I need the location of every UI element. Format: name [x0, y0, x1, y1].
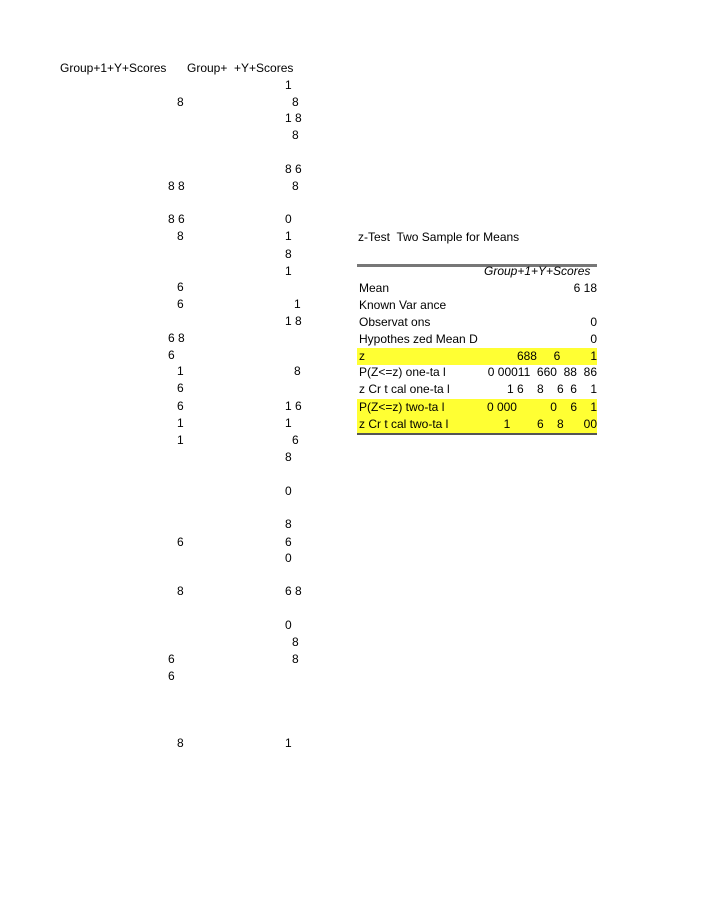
ztest-row-label: Mean [359, 281, 390, 295]
group2-cell: 1 8 [285, 314, 302, 328]
group2-cell: 1 [285, 264, 292, 278]
group1-cell: 6 [168, 652, 175, 666]
ztest-row-label: P(Z<=z) one-ta l [359, 365, 446, 379]
group2-cell: 8 [292, 95, 299, 109]
group2-cell: 1 [285, 416, 292, 430]
ztest-bottom-rule [357, 433, 597, 435]
group1-cell: 8 6 [168, 212, 185, 226]
group2-cell: 1 8 [285, 111, 302, 125]
ztest-row-value: 6 18 [573, 281, 597, 295]
group1-cell: 6 8 [168, 331, 185, 345]
ztest-title: z-Test Two Sample for Means [358, 230, 520, 244]
group1-cell: 8 [177, 736, 184, 750]
ztest-row [357, 297, 597, 314]
ztest-row [357, 348, 597, 365]
group2-cell: 1 6 [285, 399, 302, 413]
group2-cell: 0 [285, 484, 292, 498]
group2-cell: 1 [285, 229, 292, 243]
group2-cell: 1 [285, 78, 292, 92]
group1-cell: 8 8 [168, 179, 185, 193]
group2-cell: 0 [285, 551, 292, 565]
group2-cell: 8 [294, 364, 301, 378]
ztest-row-label: Known Var ance [359, 298, 447, 312]
group1-cell: 6 [177, 535, 184, 549]
group2-cell: 0 [285, 618, 292, 632]
ztest-row-value: 0 00011 660 88 86 [487, 365, 597, 379]
ztest-row-label: z Cr t cal one-ta l [359, 382, 450, 396]
group1-cell: 1 [177, 433, 184, 447]
ztest-row [357, 364, 597, 381]
group1-cell: 8 [177, 584, 184, 598]
ztest-row [357, 314, 597, 331]
ztest-row-value: 0 [590, 332, 597, 346]
column-header-group2: Group+ +Y+Scores [187, 61, 294, 75]
group2-cell: 8 6 [285, 162, 302, 176]
group2-cell: 1 [285, 736, 292, 750]
group1-cell: 6 [177, 297, 184, 311]
ztest-row [357, 280, 597, 297]
ztest-row-value: 1 6 8 00 [503, 417, 597, 431]
group1-cell: 1 [177, 416, 184, 430]
group2-cell: 6 [285, 535, 292, 549]
column-header-group1: Group+1+Y+Scores [60, 61, 167, 75]
ztest-row [357, 381, 597, 398]
group2-cell: 6 [292, 433, 299, 447]
ztest-row-label: Observat ons [359, 315, 431, 329]
ztest-row [357, 416, 597, 433]
group2-cell: 1 [294, 297, 301, 311]
group2-cell: 8 [285, 517, 292, 531]
group1-cell: 6 [177, 399, 184, 413]
ztest-row-value: 0 [590, 315, 597, 329]
ztest-row-label: z Cr t cal two-ta l [359, 417, 449, 431]
group2-cell: 8 [292, 652, 299, 666]
group2-cell: 8 [292, 179, 299, 193]
ztest-row-label: P(Z<=z) two-ta l [359, 400, 445, 414]
ztest-row [357, 399, 597, 416]
ztest-row-label: z [359, 349, 365, 363]
group2-cell: 6 8 [285, 584, 302, 598]
ztest-row-value: 0 000 0 6 1 [486, 400, 597, 414]
group2-cell: 8 [285, 247, 292, 261]
group2-cell: 8 [292, 635, 299, 649]
group1-cell: 6 [177, 381, 184, 395]
ztest-row-value: 688 6 1 [516, 349, 597, 363]
group2-cell: 0 [285, 212, 292, 226]
group2-cell: 8 [292, 128, 299, 142]
group1-cell: 6 [168, 348, 175, 362]
group1-cell: 8 [177, 95, 184, 109]
ztest-row [357, 331, 597, 348]
ztest-column-header: Group+1+Y+Scores [484, 264, 591, 278]
group1-cell: 6 [177, 280, 184, 294]
group2-cell: 8 [285, 450, 292, 464]
group1-cell: 8 [177, 229, 184, 243]
ztest-row-label: Hypothes zed Mean D [359, 332, 478, 346]
group1-cell: 1 [177, 364, 184, 378]
group1-cell: 6 [168, 669, 175, 683]
ztest-row-value: 1 6 8 6 6 1 [506, 382, 597, 396]
